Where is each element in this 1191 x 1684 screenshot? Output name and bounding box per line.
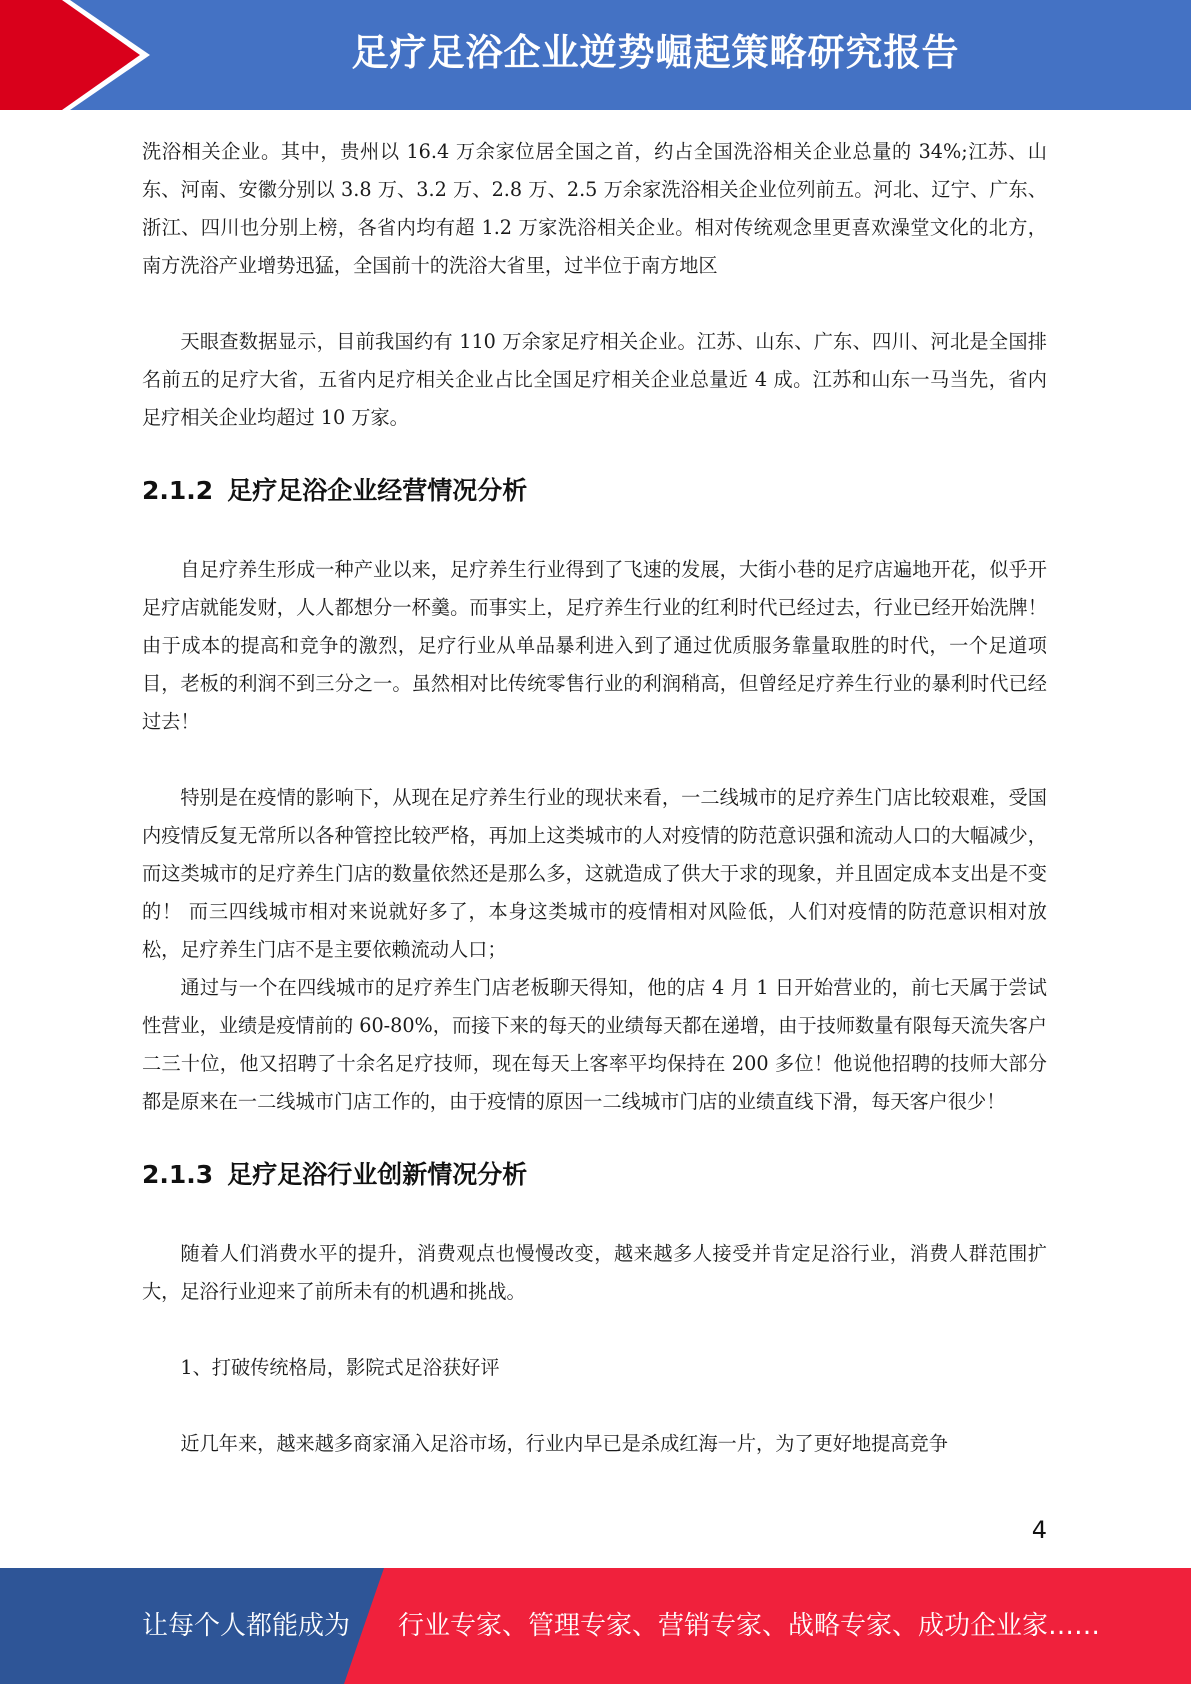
header-band	[0, 0, 1191, 110]
red-arrow-decoration	[0, 0, 150, 110]
paragraph-consumption-upgrade: 随着人们消费水平的提升，消费观点也慢慢改变，越来越多人接受并肯定足浴行业，消费人群范围扩大，足浴行业迎来了前所未有的机遇和挑战。	[142, 1242, 1047, 1303]
paragraph-epidemic-impact: 特别是在疫情的影响下，从现在足疗养生行业的现状来看，一二线城市的足疗养生门店比较艰难，受国内疫情反复无常所以各种管控比较严格，再加上这类城市的人对疫情的防范意识强和流动人口的大幅减少，而这类城市的足疗养生门店的数量依然还是那么多，这就造成了供大于求的现象，并且固定成本支出是不变的！ 而三四线城市相对来说就好多了，本身这类城市的疫情相对风险低，人们对疫情的防范意识相对放松，足疗养生门店不是主要依赖流动人口；	[142, 786, 1047, 961]
section-title: 足疗足浴企业经营情况分析	[227, 476, 528, 505]
section-title: 足疗足浴行业创新情况分析	[227, 1160, 528, 1189]
footer-band	[0, 1568, 1191, 1684]
list-item-cinema-foot-bath: 1、打破传统格局，影院式足浴获好评	[180, 1356, 500, 1379]
section-heading-2-1-3	[142, 1151, 1047, 1199]
page-number: 4	[1031, 1516, 1047, 1544]
paragraph-store-owner-story: 通过与一个在四线城市的足疗养生门店老板聊天得知，他的店 4 月 1 日开始营业的，前七天属于尝试性营业，业绩是疫情前的 60-80%，而接下来的每天的业绩每天都在递增，由于技师数量有限每天流失客户二三十位，他又招聘了十余名足疗技师，现在每天上客率平均保持在 200 多位！他说他招聘的技师大部分都是原来在一二线城市门店工作的，由于疫情的原因一二线城市门店的业绩直线下滑，每天客户很少！	[142, 976, 1047, 1113]
paragraph-industry-development: 自足疗养生形成一种产业以来，足疗养生行业得到了飞速的发展，大街小巷的足疗店遍地开花，似乎开足疗店就能发财，人人都想分一杯羹。而事实上，足疗养生行业的红利时代已经过去，行业已经开始洗牌！由于成本的提高和竞争的激烈，足疗行业从单品暴利进入到了通过优质服务靠量取胜的时代，一个足道项目，老板的利润不到三分之一。虽然相对比传统零售行业的利润稍高，但曾经足疗养生行业的暴利时代已经过去！	[142, 558, 1047, 733]
section-heading-2-1-2	[142, 467, 1047, 515]
paragraph-market-competition: 近几年来，越来越多商家涌入足浴市场，行业内早已是杀成红海一片，为了更好地提高竞争	[180, 1432, 948, 1455]
report-title: 足疗足浴企业逆势崛起策略研究报告	[351, 31, 960, 74]
main-content	[142, 133, 1047, 1463]
section-number: 2.1.3	[142, 1160, 214, 1189]
footer-slogan-left: 让每个人都能成为	[142, 1611, 351, 1641]
paragraph-bath-enterprises: 洗浴相关企业。其中，贵州以 16.4 万余家位居全国之首，约占全国洗浴相关企业总量的 34%;江苏、山东、河南、安徽分别以 3.8 万、3.2 万、2.8 万、2.5 万余家洗浴相关企业位列前五。河北、辽宁、广东、浙江、四川也分别上榜，各省内均有超 1.2 万家洗浴相关企业。相对传统观念里更喜欢澡堂文化的北方，南方洗浴产业增势迅猛，全国前十的洗浴大省里，过半位于南方地区	[142, 140, 1047, 277]
section-number: 2.1.2	[142, 476, 214, 505]
paragraph-tianyancha-data: 天眼查数据显示，目前我国约有 110 万余家足疗相关企业。江苏、山东、广东、四川、河北是全国排名前五的足疗大省，五省内足疗相关企业占比全国足疗相关企业总量近 4 成。江苏和山东一马当先，省内足疗相关企业均超过 10 万家。	[142, 330, 1047, 429]
footer-slogan-right: 行业专家、管理专家、营销专家、战略专家、成功企业家……	[398, 1611, 1101, 1641]
